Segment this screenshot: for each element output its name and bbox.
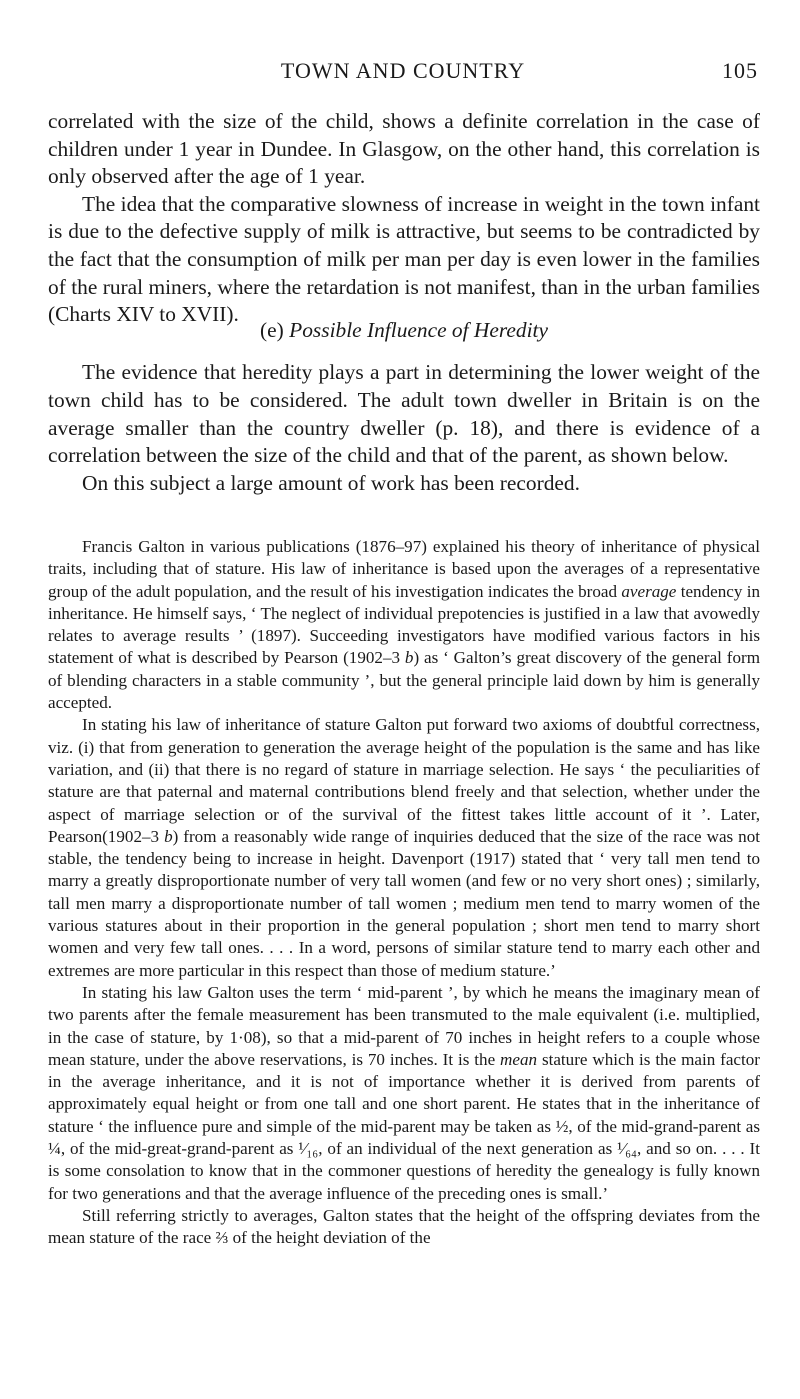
- emphasis: mean: [500, 1049, 538, 1069]
- small-paragraph-2: [48, 714, 760, 982]
- intro-text: [48, 108, 760, 329]
- small-paragraph-3: [48, 982, 760, 1205]
- text-run: tendency in inheritance. He himself says, ‘ The neglect of individual prepotencies is justified in a law that avowedly relates to average results ’ (1897). Succeeding investigators have modified various factors in his statement of what is described by Pearson (1902–3: [48, 581, 760, 668]
- body-paragraph-1: The evidence that heredity plays a part in determining the lower weight of the town child has to be considered. The adult town dweller in Britain is on the average smaller than the country dweller (p. 18), and there is evidence of a correlation between the size of the child and that of the parent, as shown below.: [48, 360, 760, 468]
- emphasis: b: [164, 826, 173, 846]
- small-paragraph-4: Still referring strictly to averages, Galton states that the height of the offspring deviates from the mean stature of the race ⅔ of the height deviation of the: [48, 1205, 760, 1248]
- text-run: In stating his law of inheritance of stature Galton put forward two axioms of doubtful correctness, viz. (i) that from generation to generation the average height of the population is the same and has like variation, and (ii) that there is no regard of stature in marriage selection. He says ‘ the peculiarities of stature are that paternal and maternal contributions blend freely and that selection, whether under the aspect of marriage selection or of the survival of the fittest takes little account of it ’. Later, Pearson(1902–3: [48, 715, 760, 846]
- text-run: ) from a reasonably wide range of inquiries deduced that the size of the race was not stable, the tendency being to increase in height. Davenport (1917) stated that ‘ very tall men tend to marry a greatly disproportionate number of very tall women (and few or no very short ones) ; similarly, tall men marry a disproportionate number of tall women ; medium men tend to marry women of the various statures about in their proportion in the general population ; short men tend to marry short women and very few tall ones. . . . In a word, persons of similar stature tend to marry each other and extremes are more particular in this respect than those of medium stature.’: [48, 826, 760, 980]
- section-heading: [48, 318, 760, 343]
- emphasis: average: [621, 581, 677, 601]
- small-paragraph-1: [48, 536, 760, 714]
- section-title: Possible Influence of Heredity: [289, 318, 548, 342]
- text-run: Francis Galton in various publications (1876–97) explained his theory of inheritance of physical traits, including that of stature. His law of inheritance is based upon the averages of a representative group of the adult population, and the result of his investigation indicates the broad: [48, 537, 760, 601]
- text-run: In stating his law Galton uses the term ‘ mid-parent ’, by which he means the imaginary mean of two parents after the female measurement has been transmuted to the male equivalent (i.e. multiplied, in the case of stature, by 1·08), so that a mid-parent of 70 inches in height refers to a couple whose mean stature, under the above reservations, is 70 inches. It is the: [48, 982, 760, 1069]
- intro-paragraph-1: correlated with the size of the child, shows a definite correlation in the case of children under 1 year in Dundee. In Glasgow, on the other hand, this correlation is only observed after the age of 1 year.: [48, 109, 760, 189]
- text-run: ) as ‘ Galton’s great discovery of the general form of blending characters in a stable community ’, but the general principle laid down by him is generally accepted.: [48, 648, 760, 713]
- running-head: [48, 58, 758, 98]
- body-text: [48, 359, 760, 498]
- section-number: (e): [260, 318, 284, 342]
- emphasis: b: [404, 648, 414, 668]
- small-print-text: [48, 536, 760, 1250]
- text-run: stature which is the main factor in the average inheritance, and it is not of importance whether it is derived from parents of approximately equal height or from one tall and one short parent. He states that in the inheritance of stature ‘ the influence pure and simple of the mid-parent may be taken as ½, of the mid-grand-parent as ¼, of the mid-great-grand-parent as ¹⁄₁₆, of an individual of the next generation as ¹⁄₆₄, and so on. . . . It is some consolation to know that in the commoner questions of heredity the genealogy is fully known for two generations and that the average influence of the preceding ones is small.’: [48, 1049, 760, 1203]
- body-paragraph-2: On this subject a large amount of work has been recorded.: [82, 471, 580, 496]
- page-number: 105: [722, 58, 758, 83]
- intro-paragraph-2: The idea that the comparative slowness of increase in weight in the town infant is due to the defective supply of milk is attractive, but seems to be contradicted by the fact that the consumption of milk per man per day is even lower in the families of the rural miners, where the retardation is not manifest, than in the urban families (Charts XIV to XVII).: [48, 191, 760, 327]
- running-title: TOWN AND COUNTRY: [280, 58, 526, 83]
